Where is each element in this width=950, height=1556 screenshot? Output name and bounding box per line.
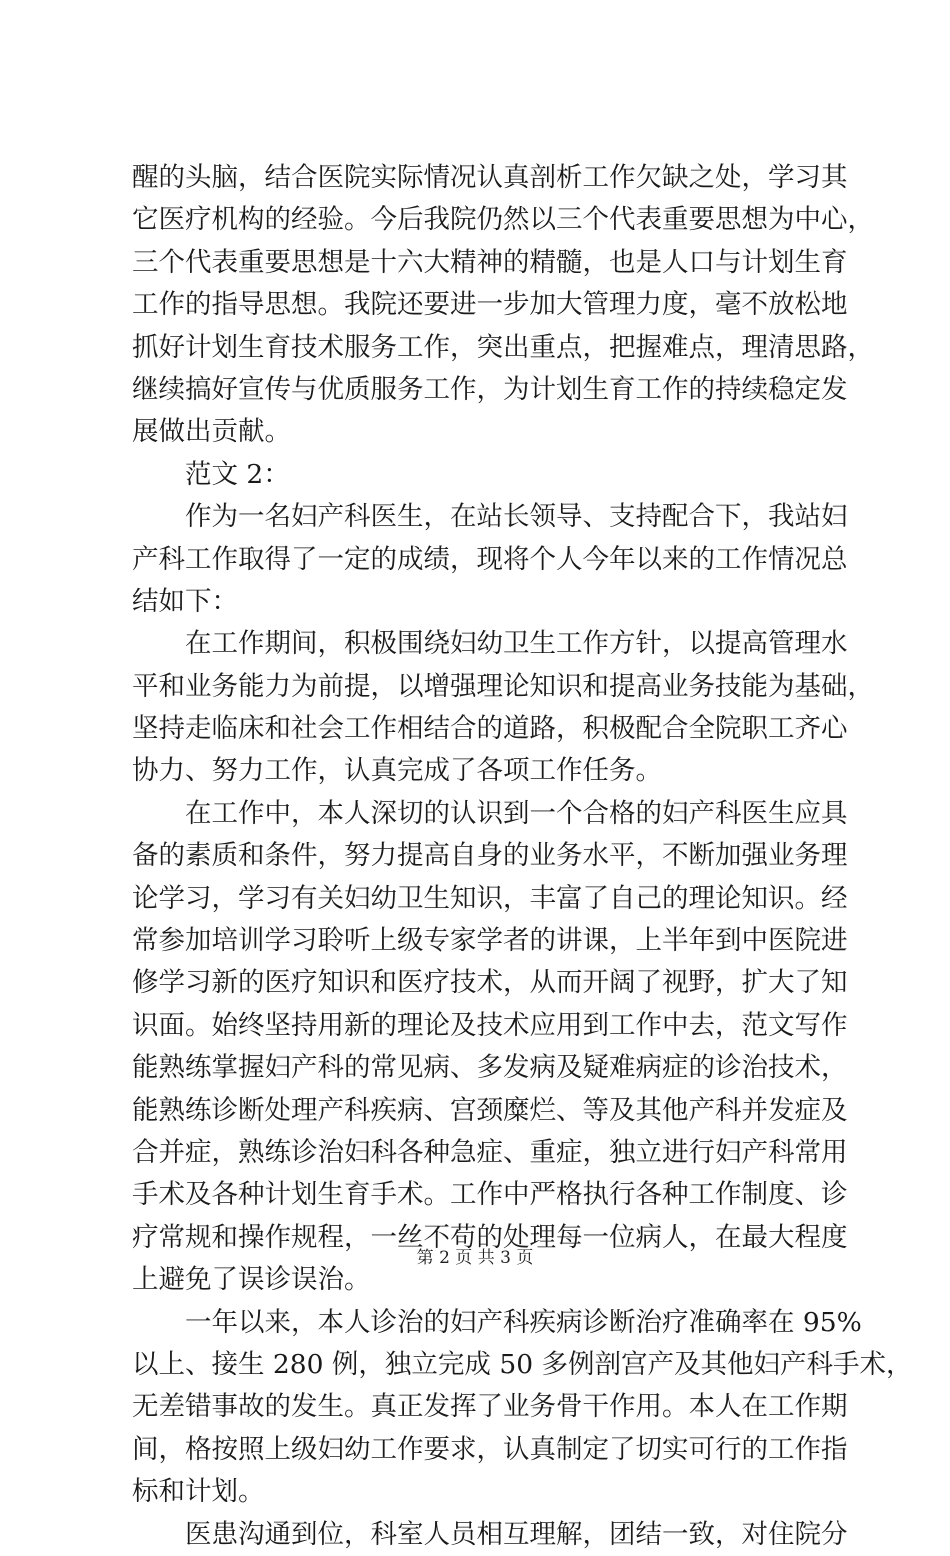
document-body (132, 157, 913, 1556)
text-line: 协力、努力工作，认真完成了各项工作任务。 (132, 755, 662, 787)
text-line: 识面。始终坚持用新的理论及技术应用到工作中去，范文写作 (132, 1009, 848, 1041)
text-line: 备的素质和条件，努力提高自身的业务水平，不断加强业务理 (132, 840, 848, 872)
text-line: 三个代表重要思想是十六大精神的精髓，也是人口与计划生育 (132, 246, 848, 278)
text-line: 在工作期间，积极围绕妇幼卫生工作方针，以提高管理水 (185, 628, 848, 660)
text-line: 能熟练诊断处理产科疾病、宫颈糜烂、等及其他产科并发症及 (132, 1094, 848, 1126)
text-line: 能熟练掌握妇产科的常见病、多发病及疑难病症的诊治技术， (132, 1052, 848, 1084)
text-line: 平和业务能力为前提，以增强理论知识和提高业务技能为基础， (132, 670, 874, 702)
text-line: 坚持走临床和社会工作相结合的道路，积极配合全院职工齐心 (132, 713, 848, 745)
page-footer: 第 2 页 共 3 页 (416, 1248, 534, 1268)
text-line: 抓好计划生育技术服务工作，突出重点，把握难点，理清思路， (132, 331, 874, 363)
text-line: 结如下： (132, 585, 238, 617)
text-line: 工作的指导思想。我院还要进一步加大管理力度，毫不放松地 (132, 289, 848, 321)
text-line: 产科工作取得了一定的成绩，现将个人今年以来的工作情况总 (132, 543, 848, 575)
text-line: 上避免了误诊误治。 (132, 1264, 371, 1296)
text-line: 继续搞好宣传与优质服务工作，为计划生育工作的持续稳定发 (132, 373, 848, 405)
text-line: 在工作中，本人深切的认识到一个合格的妇产科医生应具 (185, 797, 848, 829)
text-line: 合并症，熟练诊治妇科各种急症、重症，独立进行妇产科常用 (132, 1136, 848, 1168)
text-line: 标和计划。 (132, 1476, 265, 1508)
text-line: 范文 2： (185, 458, 290, 490)
text-line: 醒的头脑，结合医院实际情况认真剖析工作欠缺之处，学习其 (132, 162, 848, 193)
text-line: 论学习，学习有关妇幼卫生知识，丰富了自己的理论知识。经 (132, 882, 848, 914)
text-line: 疗常规和操作规程，一丝不苟的处理每一位病人，在最大程度 (132, 1221, 848, 1253)
text-line: 常参加培训学习聆听上级专家学者的讲课，上半年到中医院进 (132, 925, 848, 957)
text-line: 它医疗机构的经验。今后我院仍然以三个代表重要思想为中心， (132, 204, 874, 236)
text-line: 展做出贡献。 (132, 416, 291, 448)
text-line: 一年以来，本人诊治的妇产科疾病诊断治疗准确率在 95% (185, 1306, 862, 1338)
text-line: 以上、接生 280 例，独立完成 50 多例剖宫产及其他妇产科手术， (132, 1348, 913, 1380)
text-line: 医患沟通到位，科室人员相互理解，团结一致，对住院分 (185, 1518, 848, 1550)
text-line: 间，格按照上级妇幼工作要求，认真制定了切实可行的工作指 (132, 1433, 848, 1465)
text-line: 作为一名妇产科医生，在站长领导、支持配合下，我站妇 (185, 501, 848, 533)
text-line: 修学习新的医疗知识和医疗技术，从而开阔了视野，扩大了知 (132, 967, 848, 999)
text-line: 手术及各种计划生育手术。工作中严格执行各种工作制度、诊 (132, 1179, 848, 1211)
text-line: 无差错事故的发生。真正发挥了业务骨干作用。本人在工作期 (132, 1391, 848, 1423)
